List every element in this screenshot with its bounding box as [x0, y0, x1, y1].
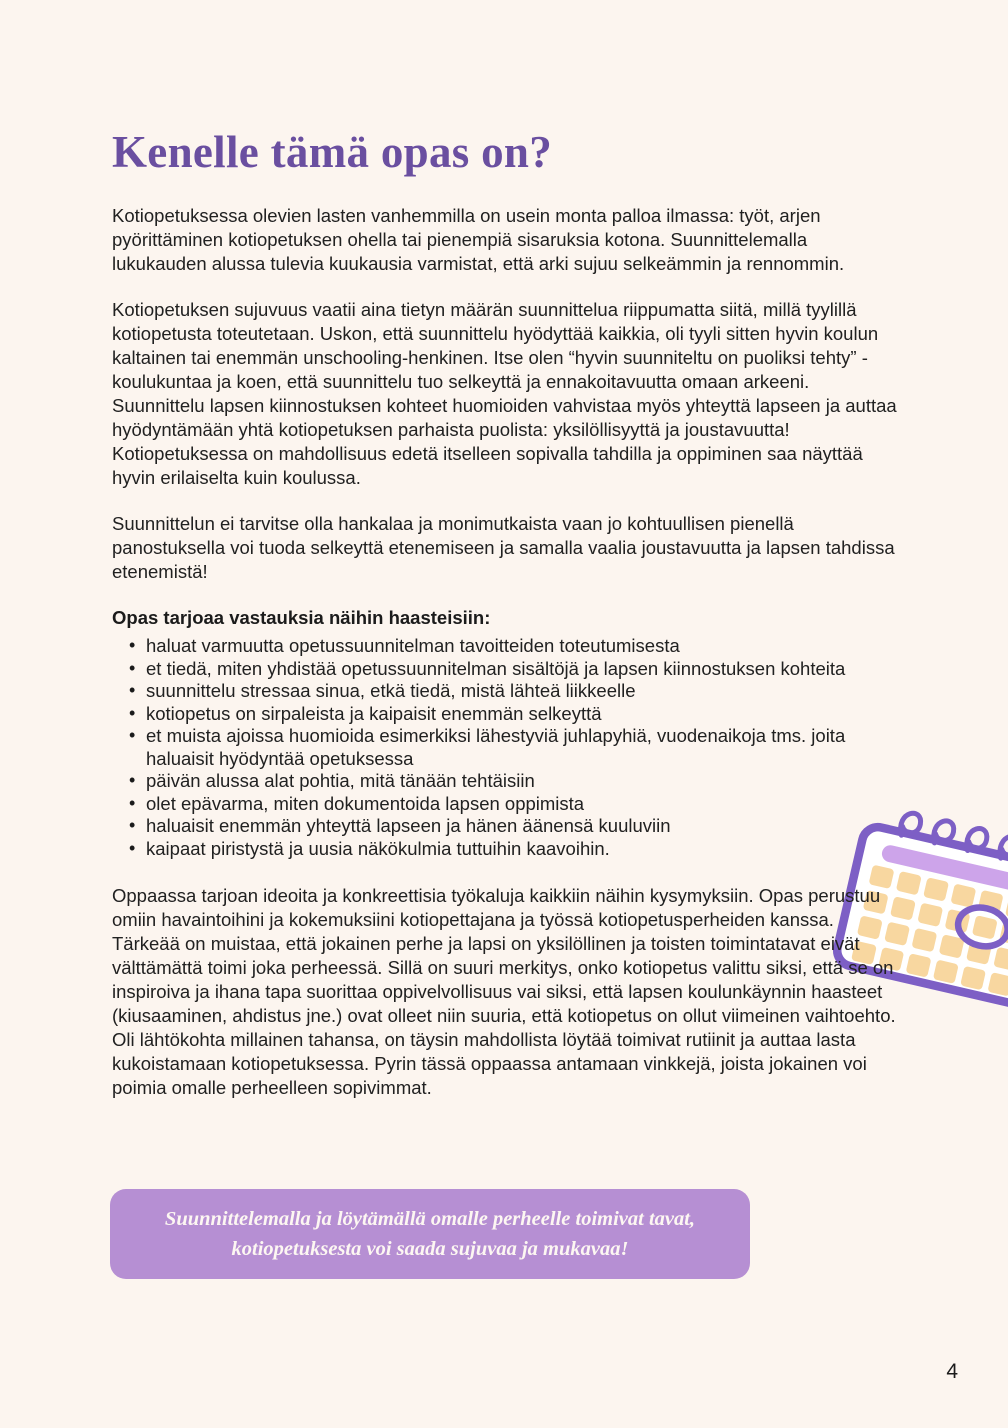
body-paragraph: Kotiopetuksessa olevien lasten vanhemmilla on usein monta palloa ilmassa: työt, arjen pyörittäminen kotiopetuksen ohella tai pienempiä sisaruksia kotona. Suunnittelemalla lukukauden alussa tulevia kuukausia varmistat, että arki sujuu selkeämmin ja rennommin.: [112, 205, 845, 275]
body-paragraph: Suunnittelun ei tarvitse olla hankalaa ja monimutkaista vaan jo kohtuullisen pienellä panostuksella voi tuoda selkeyttä etenemiseen ja samalla vaalia joustavuutta ja lapsen tahdissa etenemistä!: [112, 513, 895, 583]
body-paragraph: Oppaassa tarjoan ideoita ja konkreettisia työkaluja kaikkiin näihin kysymyksiin. Opas perustuu omiin havaintoihini ja kokemuksiini kotiopettajana ja työssä kotiopetusperheiden kanssa. Tärkeää on muistaa, että jokainen perhe ja lapsi on yksilöllinen ja toisten toimintatavat eivät välttämättä toimi joka perheessä. Sillä on suuri merkitys, onko kotiopetus valittu siksi, että se on inspiroiva ja ihana tapa suorittaa oppivelvollisuus vai siksi, että lapsen koulunkäynnin haasteet (kiusaaminen, ahdistus jne.) ovat olleet niin suuria, että kotiopetus on ollut viimeinen vaihtoehto. Oli lähtökohta millainen tahansa, on täysin mahdollista löytää toimivat rutiinit ja auttaa lasta kukoistamaan kotiopetuksessa. Pyrin tässä oppaassa antamaan vinkkejä, joista jokainen voi poimia omalle perheelleen sopivimmat.: [112, 885, 896, 1099]
quote-line: kotiopetuksesta voi saada sujuvaa ja mukavaa!: [231, 1238, 629, 1260]
page-number: 4: [946, 1360, 958, 1383]
list-item: • suunnittelu stressaa sinua, etkä tiedä, mistä lähteä liikkeelle: [146, 680, 898, 703]
list-item: • olet epävarma, miten dokumentoida lapsen oppimista: [146, 793, 898, 816]
list-item: • kaipaat piristystä ja uusia näkökulmia tuttuihin kaavoihin.: [146, 838, 898, 861]
list-heading: Opas tarjoaa vastauksia näihin haasteisiin:: [112, 607, 491, 629]
list-item: • et muista ajoissa huomioida esimerkiksi lähestyviä juhlapyhiä, vuodenaikoja tms. joita haluaisit hyödyntää opetuksessa: [146, 725, 898, 770]
highlight-quote-box: [110, 1189, 750, 1279]
list-item: • et tiedä, miten yhdistää opetussuunnitelman sisältöjä ja lapsen kiinnostuksen kohteita: [146, 658, 898, 681]
list-item: • päivän alussa alat pohtia, mitä tänään tehtäisiin: [146, 770, 898, 793]
list-item: • kotiopetus on sirpaleista ja kaipaisit enemmän selkeyttä: [146, 703, 898, 726]
page-content: [112, 124, 898, 1122]
challenges-list: [112, 635, 898, 860]
body-paragraph: Kotiopetuksen sujuvuus vaatii aina tietyn määrän suunnittelua riippumatta siitä, millä tyylillä kotiopetusta toteutetaan. Uskon, että suunnittelu hyödyttää kaikkia, oli tyyli sitten hyvin koulun kaltainen tai enemmän unschooling-henkinen. Itse olen “hyvin suunniteltu on puoliksi tehty” -koulukuntaa ja koen, että suunnittelu tuo selkeyttä ja ennakoitavuutta omaan arkeeni. Suunnittelu lapsen kiinnostuksen kohteet huomioiden vahvistaa myös yhteyttä lapseen ja auttaa hyödyntämään yhtä kotiopetuksen parhaista puolista: yksilöllisyyttä ja joustavuutta! Kotiopetuksessa on mahdollisuus edetä itselleen sopivalla tahdilla ja oppiminen saa näyttää hyvin erilaiselta kuin koulussa.: [112, 299, 897, 489]
page-title: Kenelle tämä opas on?: [112, 127, 553, 177]
quote-line: Suunnittelemalla ja löytämällä omalle perheelle toimivat tavat,: [164, 1208, 696, 1230]
list-item: • haluat varmuutta opetussuunnitelman tavoitteiden toteutumisesta: [146, 635, 898, 658]
list-item: • haluaisit enemmän yhteyttä lapseen ja hänen äänensä kuuluviin: [146, 815, 898, 838]
